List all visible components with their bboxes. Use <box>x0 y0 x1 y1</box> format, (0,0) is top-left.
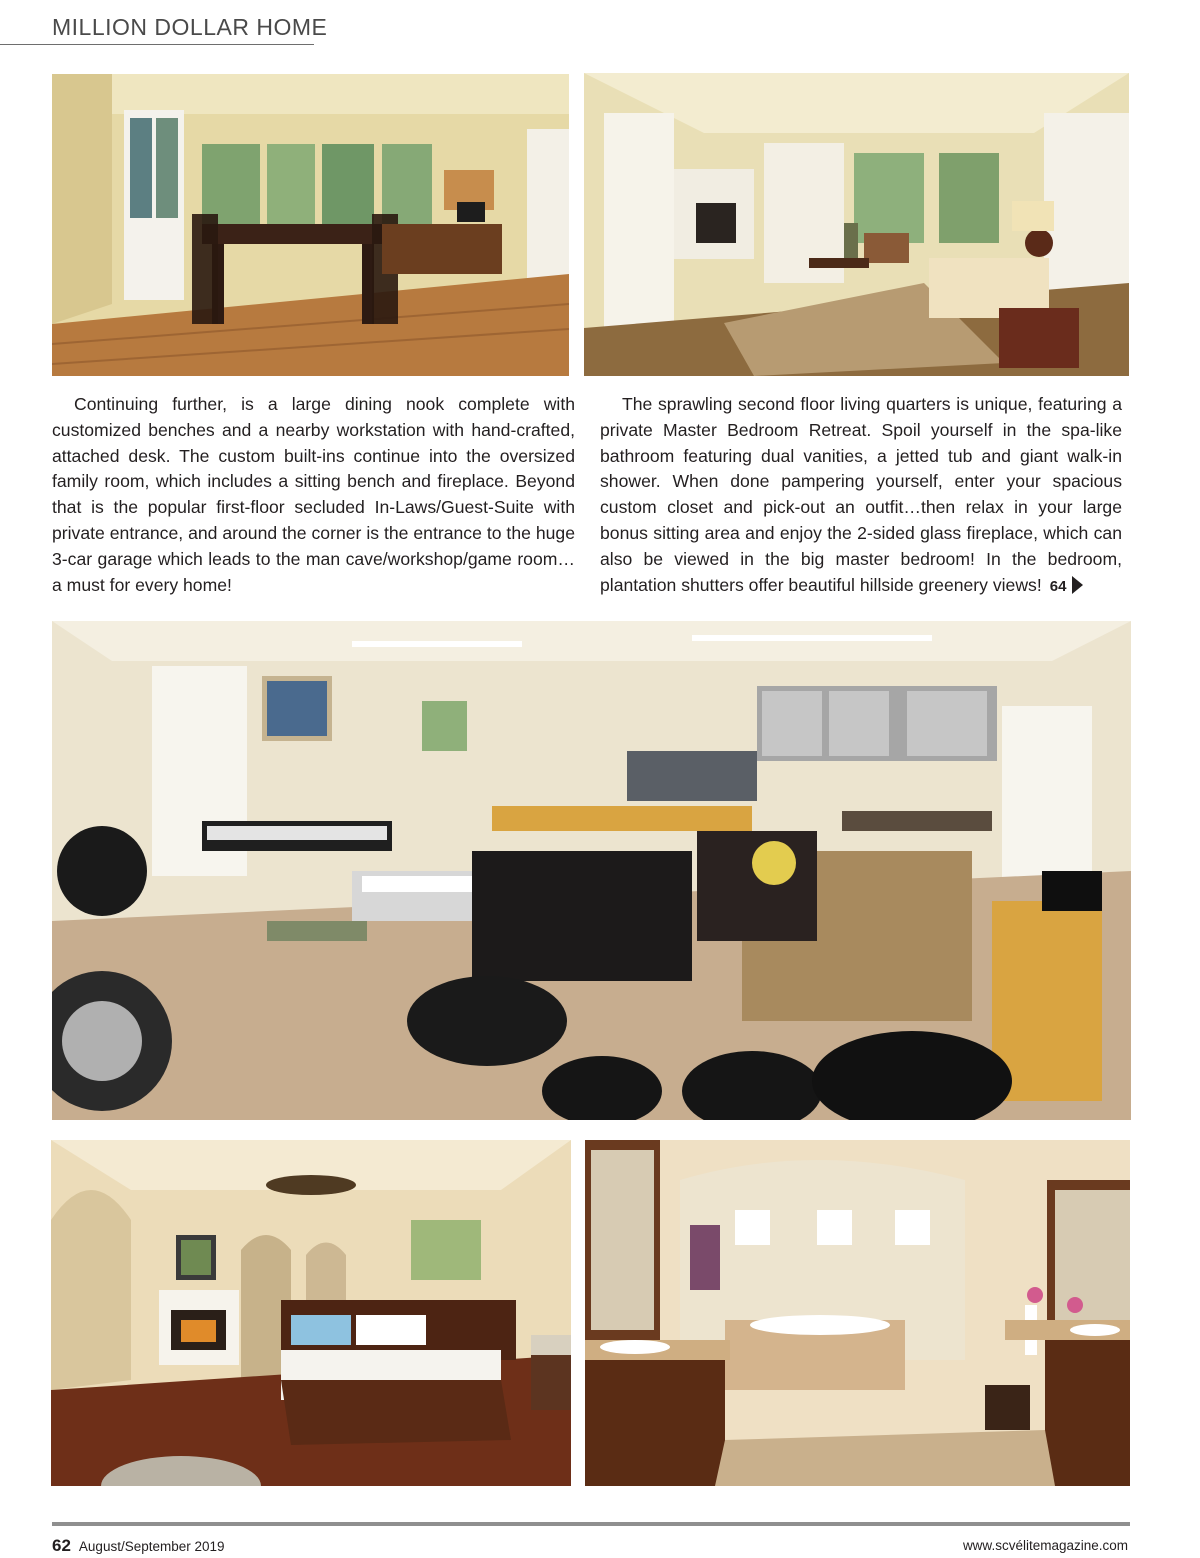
game-room-workshop-photo <box>52 621 1131 1120</box>
page-number: 62 <box>52 1536 71 1555</box>
dining-nook-photo <box>52 74 569 376</box>
footer-rule <box>52 1522 1130 1526</box>
family-room-photo <box>584 73 1129 376</box>
article-left-column <box>52 392 575 598</box>
continued-marker[interactable] <box>1050 578 1084 595</box>
issue-date: August/September 2019 <box>78 1539 225 1554</box>
left-paragraph: Continuing further, is a large dining nook complete with customized benches and a nearby workstation with hand-crafted, attached desk. The custom built-ins continue into the oversized family room, which includes a sitting bench and fireplace. Beyond that is the popular first-floor secluded In-Laws/Guest-Suite with private entrance, and around the corner is the entrance to the huge 3-car garage which leads to the man cave/workshop/game room…a must for every home! <box>52 394 575 595</box>
website-url[interactable]: www.scvélitemagazine.com <box>962 1538 1128 1553</box>
continue-arrow-icon <box>1072 576 1083 594</box>
master-bedroom-photo <box>51 1140 571 1486</box>
section-title: MILLION DOLLAR HOME <box>52 14 328 40</box>
header-rule <box>0 44 314 45</box>
master-bathroom-photo <box>585 1140 1130 1486</box>
right-paragraph <box>600 392 1122 599</box>
footer-left <box>52 1536 225 1556</box>
continued-page-number[interactable]: 64 <box>1049 577 1067 595</box>
right-paragraph-text: The sprawling second floor living quarters is unique, featuring a private Master Bedroom Retreat. Spoil yourself in the spa-like bathroom featuring dual vanities, a jetted tub and giant walk-in shower. When done pampering yourself, enter your spacious custom closet and pick-out an outfit…then relax in your large bonus sitting area and enjoy the 2-sided glass fireplace, which can also be viewed in the big master bedroom! In the bedroom, plantation shutters offer beautiful hillside greenery views! <box>600 394 1122 595</box>
article-right-column <box>600 392 1122 599</box>
